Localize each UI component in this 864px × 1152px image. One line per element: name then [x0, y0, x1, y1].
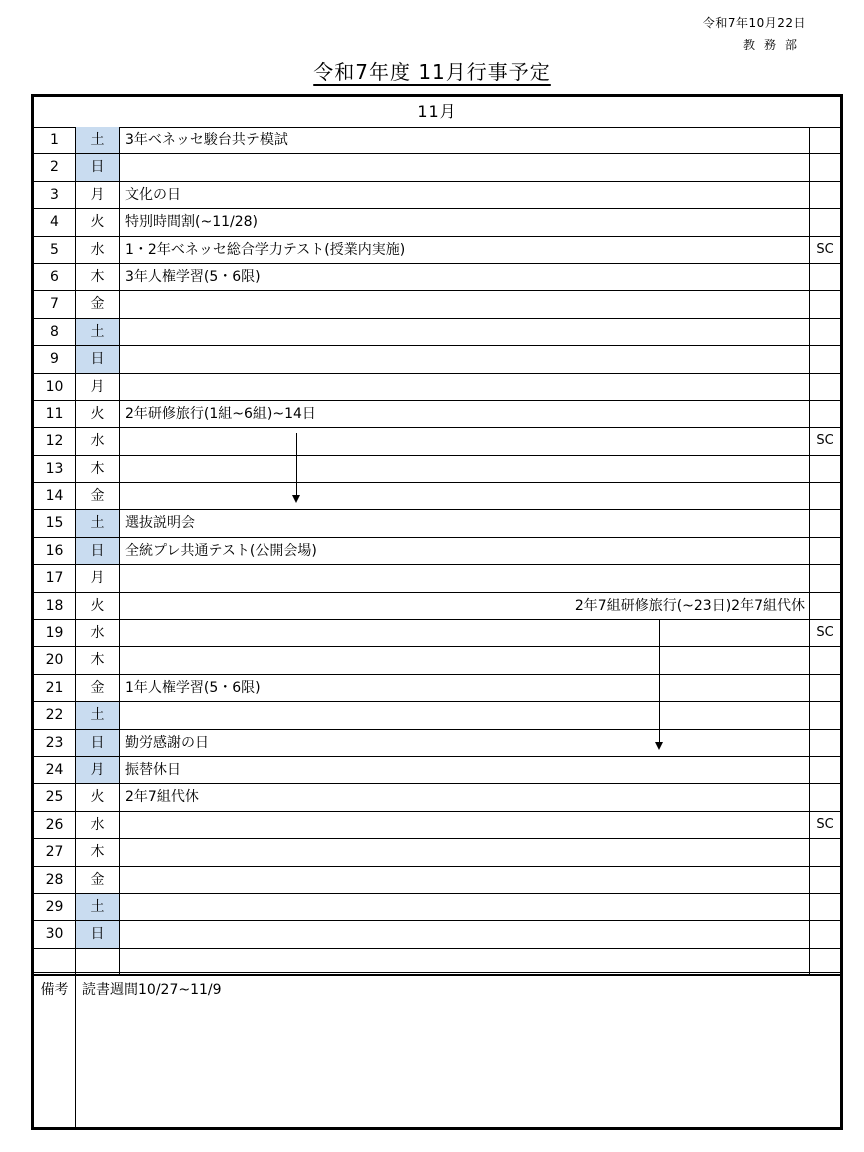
day-of-week: 土 — [76, 702, 120, 728]
event-text — [120, 483, 810, 509]
day-of-week: 日 — [76, 730, 120, 756]
day-of-week: 金 — [76, 675, 120, 701]
day-of-week: 木 — [76, 647, 120, 673]
event-text: 1・2年ベネッセ総合学力テスト(授業内実施) — [120, 237, 810, 263]
note-cell — [810, 346, 840, 372]
day-of-week: 火 — [76, 593, 120, 619]
event-text — [120, 291, 810, 317]
schedule-row — [34, 428, 840, 455]
schedule-row — [34, 839, 840, 866]
schedule-row — [34, 209, 840, 236]
schedule-row — [34, 264, 840, 291]
event-text — [120, 565, 810, 591]
note-cell — [810, 483, 840, 509]
event-text — [120, 319, 810, 345]
day-number: 26 — [34, 812, 76, 838]
schedule-row — [34, 401, 840, 428]
schedule-rows — [34, 127, 840, 976]
month-header: 11月 — [34, 97, 840, 128]
schedule-row — [34, 374, 840, 401]
event-text — [120, 839, 810, 865]
day-number: 27 — [34, 839, 76, 865]
day-of-week: 月 — [76, 757, 120, 783]
day-number: 17 — [34, 565, 76, 591]
note-cell — [810, 538, 840, 564]
note-cell — [810, 127, 840, 153]
day-number: 13 — [34, 456, 76, 482]
day-number: 18 — [34, 593, 76, 619]
day-number: 12 — [34, 428, 76, 454]
note-cell — [810, 593, 840, 619]
schedule-row — [34, 620, 840, 647]
event-text: 2年7組研修旅行(~23日)2年7組代休 — [120, 593, 810, 619]
day-number: 16 — [34, 538, 76, 564]
day-number: 15 — [34, 510, 76, 536]
note-cell — [810, 921, 840, 947]
day-of-week: 月 — [76, 182, 120, 208]
event-text — [120, 346, 810, 372]
note-cell — [810, 182, 840, 208]
day-number: 28 — [34, 867, 76, 893]
schedule-row — [34, 894, 840, 921]
day-number: 3 — [34, 182, 76, 208]
schedule-row — [34, 867, 840, 894]
note-cell — [810, 839, 840, 865]
day-of-week: 日 — [76, 346, 120, 372]
day-number: 22 — [34, 702, 76, 728]
header-department: 教務部 — [742, 38, 806, 52]
day-of-week: 土 — [76, 127, 120, 153]
schedule-row — [34, 647, 840, 674]
event-text — [120, 894, 810, 920]
event-text — [120, 620, 810, 646]
event-text: 全統プレ共通テスト(公開会場) — [120, 538, 810, 564]
schedule-row — [34, 182, 840, 209]
day-of-week: 火 — [76, 784, 120, 810]
note-cell: SC — [816, 433, 834, 449]
day-number: 23 — [34, 730, 76, 756]
day-of-week: 火 — [76, 209, 120, 235]
note-cell — [810, 456, 840, 482]
note-cell: SC — [816, 241, 834, 257]
day-of-week: 土 — [76, 319, 120, 345]
note-cell — [810, 154, 840, 180]
schedule-row — [34, 319, 840, 346]
day-number: 7 — [34, 291, 76, 317]
day-number: 20 — [34, 647, 76, 673]
event-text — [120, 428, 810, 454]
day-number: 6 — [34, 264, 76, 290]
day-of-week: 月 — [76, 565, 120, 591]
day-number: 8 — [34, 319, 76, 345]
event-text — [120, 154, 810, 180]
arrow-trip-1-6 — [296, 433, 297, 495]
day-number: 2 — [34, 154, 76, 180]
event-text — [120, 456, 810, 482]
event-text: 2年研修旅行(1組~6組)~14日 — [120, 401, 810, 427]
event-text: 勤労感謝の日 — [120, 730, 810, 756]
day-number: 5 — [34, 237, 76, 263]
day-of-week: 水 — [76, 812, 120, 838]
schedule-row — [34, 456, 840, 483]
page-title — [0, 56, 864, 85]
day-of-week: 土 — [76, 894, 120, 920]
day-of-week: 日 — [76, 921, 120, 947]
schedule-row — [34, 154, 840, 181]
note-cell — [810, 702, 840, 728]
schedule-row — [34, 702, 840, 729]
day-of-week: 木 — [76, 839, 120, 865]
day-of-week: 金 — [76, 867, 120, 893]
note-cell — [810, 757, 840, 783]
day-number: 30 — [34, 921, 76, 947]
day-number: 24 — [34, 757, 76, 783]
schedule-row — [34, 510, 840, 537]
day-of-week: 火 — [76, 401, 120, 427]
event-text — [120, 702, 810, 728]
event-text: 1年人権学習(5・6限) — [120, 675, 810, 701]
note-cell — [810, 565, 840, 591]
event-text: 2年7組代休 — [120, 784, 810, 810]
note-cell — [810, 784, 840, 810]
day-number: 21 — [34, 675, 76, 701]
page-title-text: 令和7年度 11月行事予定 — [313, 60, 551, 84]
event-text: 3年人権学習(5・6限) — [120, 264, 810, 290]
day-of-week: 金 — [76, 483, 120, 509]
event-text: 文化の日 — [120, 182, 810, 208]
header-date: 令和7年10月22日 — [702, 16, 806, 30]
schedule-row — [34, 921, 840, 948]
day-of-week: 日 — [76, 538, 120, 564]
note-cell — [810, 264, 840, 290]
event-text: 特別時間割(~11/28) — [120, 209, 810, 235]
note-cell — [810, 510, 840, 536]
day-of-week: 水 — [76, 237, 120, 263]
schedule-row — [34, 730, 840, 757]
schedule-row — [34, 237, 840, 264]
remarks-label: 備考 — [34, 975, 76, 1127]
schedule-row — [34, 593, 840, 620]
day-number: 9 — [34, 346, 76, 372]
remarks-text: 読書週間10/27~11/9 — [82, 982, 222, 998]
arrow-trip-7 — [659, 619, 660, 742]
note-cell: SC — [816, 816, 834, 832]
note-cell — [810, 291, 840, 317]
event-text — [120, 867, 810, 893]
day-number: 19 — [34, 620, 76, 646]
schedule-row — [34, 483, 840, 510]
note-cell: SC — [816, 625, 834, 641]
note-cell — [810, 209, 840, 235]
schedule-sheet — [31, 94, 843, 1130]
day-of-week: 日 — [76, 154, 120, 180]
note-cell — [810, 319, 840, 345]
event-text: 振替休日 — [120, 757, 810, 783]
event-text — [120, 374, 810, 400]
schedule-row — [34, 565, 840, 592]
day-number: 1 — [34, 127, 76, 153]
note-cell — [810, 730, 840, 756]
schedule-row — [34, 784, 840, 811]
event-text: 3年ベネッセ駿台共テ模試 — [120, 127, 810, 153]
day-number: 25 — [34, 784, 76, 810]
day-number: 14 — [34, 483, 76, 509]
day-of-week: 金 — [76, 291, 120, 317]
day-number: 11 — [34, 401, 76, 427]
day-of-week: 土 — [76, 510, 120, 536]
day-of-week: 月 — [76, 374, 120, 400]
schedule-row — [34, 812, 840, 839]
note-cell — [810, 374, 840, 400]
note-cell — [810, 894, 840, 920]
day-number: 10 — [34, 374, 76, 400]
note-cell — [810, 675, 840, 701]
schedule-row — [34, 127, 840, 154]
note-cell — [810, 647, 840, 673]
schedule-row — [34, 346, 840, 373]
schedule-row — [34, 757, 840, 784]
day-of-week: 水 — [76, 620, 120, 646]
schedule-row — [34, 538, 840, 565]
note-cell — [810, 867, 840, 893]
event-text — [120, 812, 810, 838]
day-of-week: 木 — [76, 264, 120, 290]
note-cell — [810, 401, 840, 427]
event-text — [120, 921, 810, 947]
day-number: 4 — [34, 209, 76, 235]
schedule-row — [34, 291, 840, 318]
day-of-week: 水 — [76, 428, 120, 454]
day-number: 29 — [34, 894, 76, 920]
event-text: 選抜説明会 — [120, 510, 810, 536]
schedule-row — [34, 675, 840, 702]
event-text — [120, 647, 810, 673]
remarks-section — [34, 972, 840, 1127]
day-of-week: 木 — [76, 456, 120, 482]
